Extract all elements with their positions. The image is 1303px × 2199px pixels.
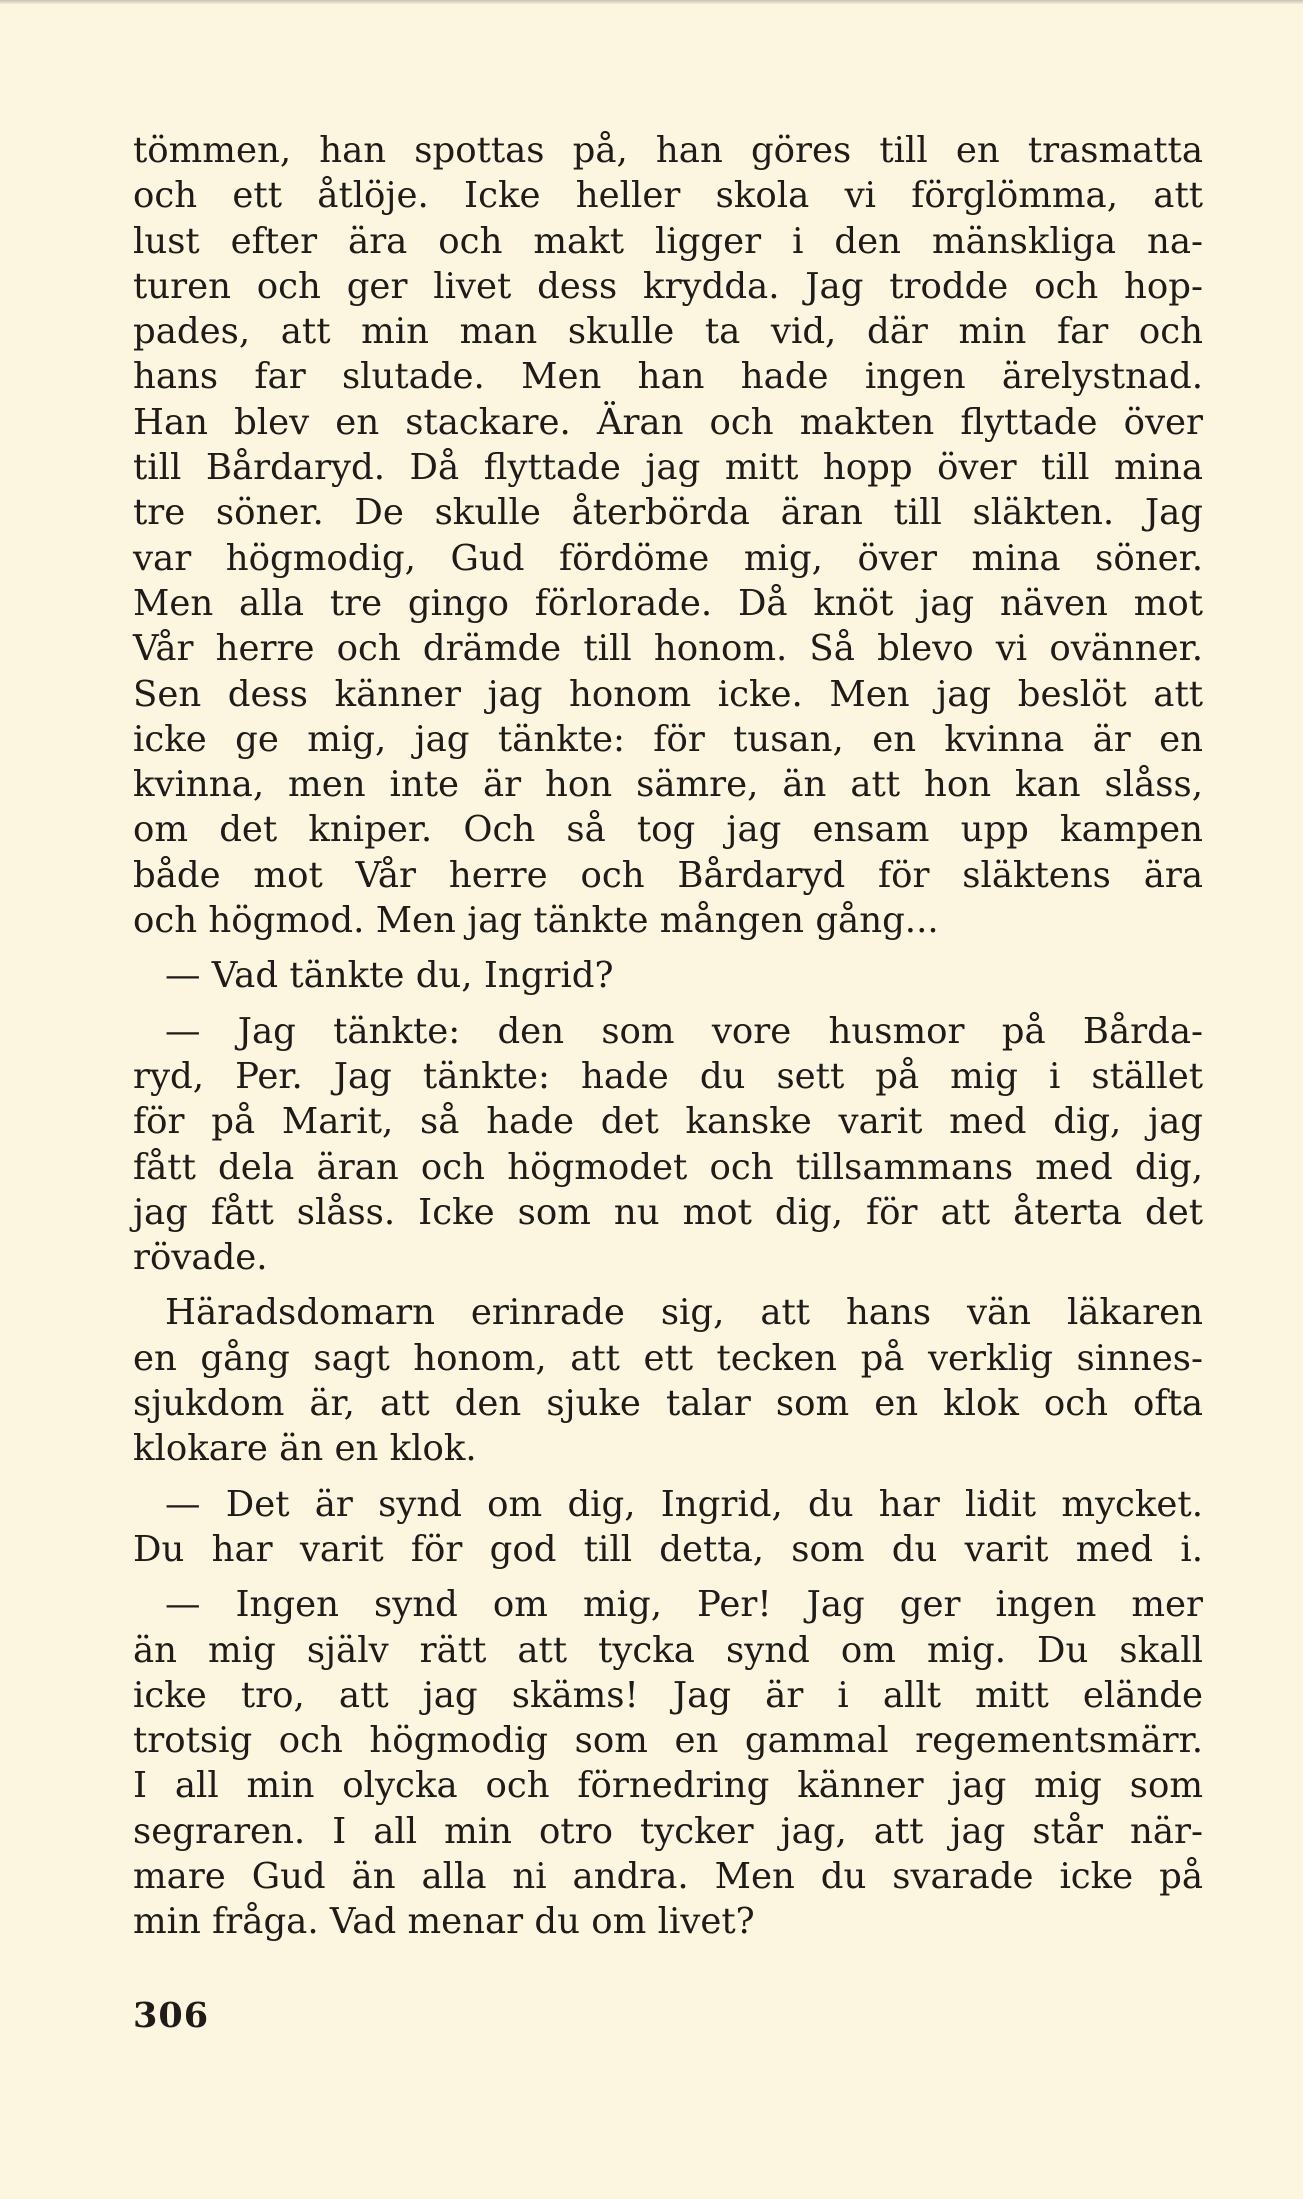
text-line: var högmodig, Gud fördöme mig, över mina söner. xyxy=(133,537,1203,579)
text-line: både mot Vår herre och Bårdaryd för släktens ära xyxy=(133,854,1203,896)
dialogue-line: — Ingen synd om mig, Per! Jag ger ingen mer xyxy=(165,1584,1203,1626)
page-top-edge xyxy=(0,0,1303,4)
text-line: pades, att min man skulle ta vid, där min far och xyxy=(133,311,1203,353)
text-line: hans far slutade. Men han hade ingen ärelystnad. xyxy=(133,356,1203,398)
text-line: lust efter ära och makt ligger i den mänskliga na- xyxy=(133,220,1203,262)
paragraph-gap xyxy=(133,943,1203,953)
text-line: och ett åtlöje. Icke heller skola vi förglömma, att xyxy=(133,175,1203,217)
text-line: ryd, Per. Jag tänkte: hade du sett på mig i stället xyxy=(133,1055,1203,1097)
text-line: turen och ger livet dess krydda. Jag trodde och hop- xyxy=(133,265,1203,307)
text-line: än mig själv rätt att tycka synd om mig. Du skall xyxy=(133,1629,1203,1671)
text-line: mare Gud än alla ni andra. Men du svarade icke på xyxy=(133,1855,1203,1897)
dialogue-line: — Vad tänkte du, Ingrid? xyxy=(165,955,614,997)
paragraph-gap xyxy=(133,1472,1203,1482)
text-line: tömmen, han spottas på, han göres till en trasmatta xyxy=(133,130,1203,171)
text-line: Häradsdomarn erinrade sig, att hans vän läkaren xyxy=(165,1292,1203,1334)
text-line: Men alla tre gingo förlorade. Då knöt jag näven mot xyxy=(133,582,1203,624)
text-line: trotsig och högmodig som en gammal regementsmärr. xyxy=(133,1720,1203,1762)
text-line: för på Marit, så hade det kanske varit med dig, jag xyxy=(133,1101,1203,1143)
text-line: icke ge mig, jag tänkte: för tusan, en kvinna är en xyxy=(133,718,1203,760)
dialogue-line: — Jag tänkte: den som vore husmor på Bårda- xyxy=(165,1010,1203,1052)
text-line: segraren. I all min otro tycker jag, att jag står när- xyxy=(133,1810,1203,1852)
text-line: och högmod. Men jag tänkte mången gång... xyxy=(133,900,939,942)
dialogue-line: — Det är synd om dig, Ingrid, du har lidit mycket. xyxy=(165,1483,1203,1525)
text-line: Vår herre och drämde till honom. Så blevo vi ovänner. xyxy=(133,628,1203,670)
text-line: Han blev en stackare. Äran och makten flyttade över xyxy=(133,401,1203,443)
text-line: min fråga. Vad menar du om livet? xyxy=(133,1901,755,1943)
body-text xyxy=(133,128,1203,1945)
text-line: Du har varit för god till detta, som du varit med i. xyxy=(133,1528,1203,1570)
text-line: sjukdom är, att den sjuke talar som en klok och ofta xyxy=(133,1383,1203,1425)
text-line: icke tro, att jag skäms! Jag är i allt mitt elände xyxy=(133,1674,1203,1716)
text-line: klokare än en klok. xyxy=(133,1428,477,1470)
text-line: rövade. xyxy=(133,1237,268,1279)
text-line: till Bårdaryd. Då flyttade jag mitt hopp över till mina xyxy=(133,447,1203,489)
text-line: I all min olycka och förnedring känner jag mig som xyxy=(133,1765,1203,1807)
text-line: kvinna, men inte är hon sämre, än att hon kan slåss, xyxy=(133,764,1203,806)
text-line: en gång sagt honom, att ett tecken på verklig sinnes- xyxy=(133,1337,1203,1379)
text-line: om det kniper. Och så tog jag ensam upp kampen xyxy=(133,809,1203,851)
text-line: fått dela äran och högmodet och tillsammans med dig, xyxy=(133,1146,1203,1188)
paragraph-gap xyxy=(133,1280,1203,1290)
paragraph-gap xyxy=(133,999,1203,1009)
text-line: Sen dess känner jag honom icke. Men jag beslöt att xyxy=(133,673,1203,715)
page-number: 306 xyxy=(133,1995,210,2036)
text-line: tre söner. De skulle återbörda äran till släkten. Jag xyxy=(133,492,1203,534)
text-line: jag fått slåss. Icke som nu mot dig, för att återta det xyxy=(133,1191,1203,1233)
paragraph-gap xyxy=(133,1572,1203,1582)
